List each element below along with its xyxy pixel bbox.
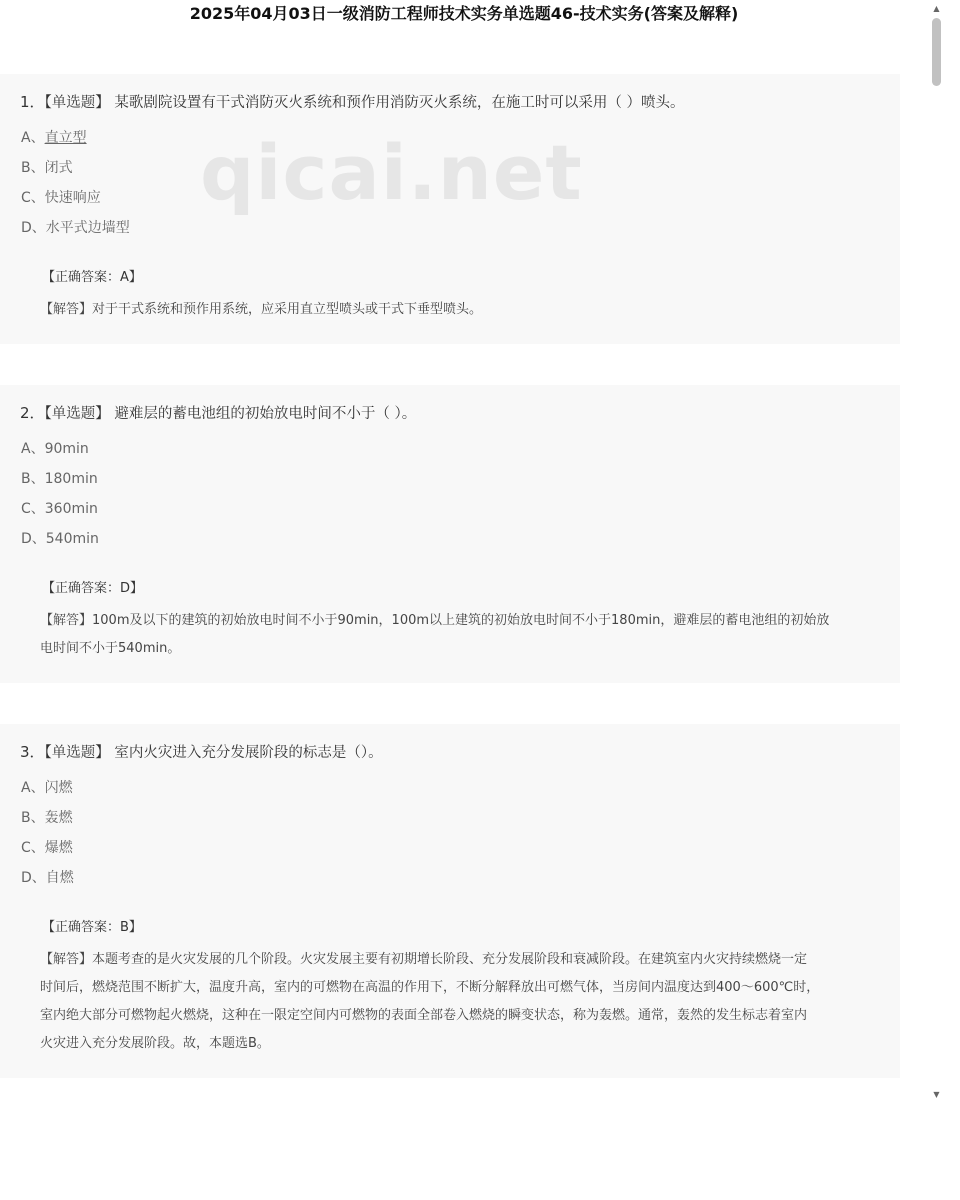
explanation-label: 【解答】 <box>40 952 93 967</box>
watermark-text: qicai.net <box>200 128 583 217</box>
option-a[interactable]: A、闪燃 <box>21 780 73 796</box>
option-c[interactable]: C、快速响应 <box>21 190 101 206</box>
explanation-label: 【解答】 <box>40 613 93 628</box>
explanation-text: 对于干式系统和预作用系统，应采用直立型喷头或干式下垂型喷头。 <box>92 302 483 317</box>
question-card-1 <box>0 74 900 344</box>
explanation-text: 100m及以下的建筑的初始放电时间不小于90min，100m以上建筑的初始放电时间不小于180min，避难层的蓄电池组的初始放 <box>92 613 830 628</box>
scroll-down-icon[interactable]: ▼ <box>933 1090 940 1099</box>
scroll-up-icon[interactable]: ▲ <box>933 4 940 13</box>
page-title: 2025年04月03日一级消防工程师技术实务单选题46-技术实务(答案及解释) <box>189 4 739 23</box>
explanation-line: 火灾进入充分发展阶段。故，本题选B。 <box>40 1036 270 1051</box>
explanation-line: 室内绝大部分可燃物起火燃烧，这种在一限定空间内可燃物的表面全部卷入燃烧的瞬变状态，称为轰燃。通常，轰然的发生标志着室内 <box>40 1008 808 1023</box>
question-type-badge: 【单选题】 <box>44 406 110 422</box>
explanation-line <box>40 946 870 974</box>
explanation-line <box>40 607 870 635</box>
option-d[interactable]: D、540min <box>21 531 99 547</box>
correct-answer: 【正确答案：A】 <box>42 270 142 285</box>
question-stem <box>20 402 416 423</box>
explanation-text: 本题考查的是火灾发展的几个阶段。火灾发展主要有初期增长阶段、充分发展阶段和衰减阶段。在建筑室内火灾持续燃烧一定 <box>92 952 808 967</box>
explanation-line: 时间后，燃烧范围不断扩大，温度升高，室内的可燃物在高温的作用下，不断分解释放出可燃气体，当房间内温度达到400～600℃时， <box>40 980 820 995</box>
option-d[interactable]: D、自燃 <box>21 870 74 886</box>
explanation-line: 电时间不小于540min。 <box>40 641 181 656</box>
option-a[interactable]: A、90min <box>21 441 89 457</box>
question-number: 2． <box>20 404 45 422</box>
option-label: A、 <box>21 130 45 146</box>
question-card-3 <box>0 724 900 1078</box>
explanation <box>40 296 870 324</box>
option-c[interactable]: C、360min <box>21 501 98 517</box>
option-text-link[interactable]: 直立型 <box>44 130 87 146</box>
correct-answer: 【正确答案：B】 <box>42 920 142 935</box>
question-card-2 <box>0 385 900 683</box>
option-d[interactable]: D、水平式边墙型 <box>21 220 130 236</box>
question-type-badge: 【单选题】 <box>44 745 110 761</box>
vertical-scrollbar[interactable] <box>929 0 944 1104</box>
correct-answer: 【正确答案：D】 <box>42 581 144 596</box>
option-a[interactable] <box>21 127 87 147</box>
explanation <box>40 607 870 663</box>
option-b[interactable]: B、180min <box>21 471 98 487</box>
explanation-label: 【解答】 <box>40 302 93 317</box>
option-c[interactable]: C、爆燃 <box>21 840 73 856</box>
question-stem <box>20 91 685 112</box>
option-b[interactable]: B、轰燃 <box>21 810 73 826</box>
option-b[interactable]: B、闭式 <box>21 160 73 176</box>
question-number: 3． <box>20 743 45 761</box>
question-text: 某歌剧院设置有干式消防灭火系统和预作用消防灭火系统，在施工时可以采用（ ）喷头。 <box>114 95 685 111</box>
question-number: 1． <box>20 93 45 111</box>
question-stem <box>20 741 383 762</box>
explanation <box>40 946 870 1058</box>
question-text: 室内火灾进入充分发展阶段的标志是（）。 <box>114 745 383 761</box>
question-text: 避难层的蓄电池组的初始放电时间不小于（ ）。 <box>114 406 417 422</box>
question-type-badge: 【单选题】 <box>44 95 110 111</box>
scrollbar-thumb[interactable] <box>932 18 941 86</box>
